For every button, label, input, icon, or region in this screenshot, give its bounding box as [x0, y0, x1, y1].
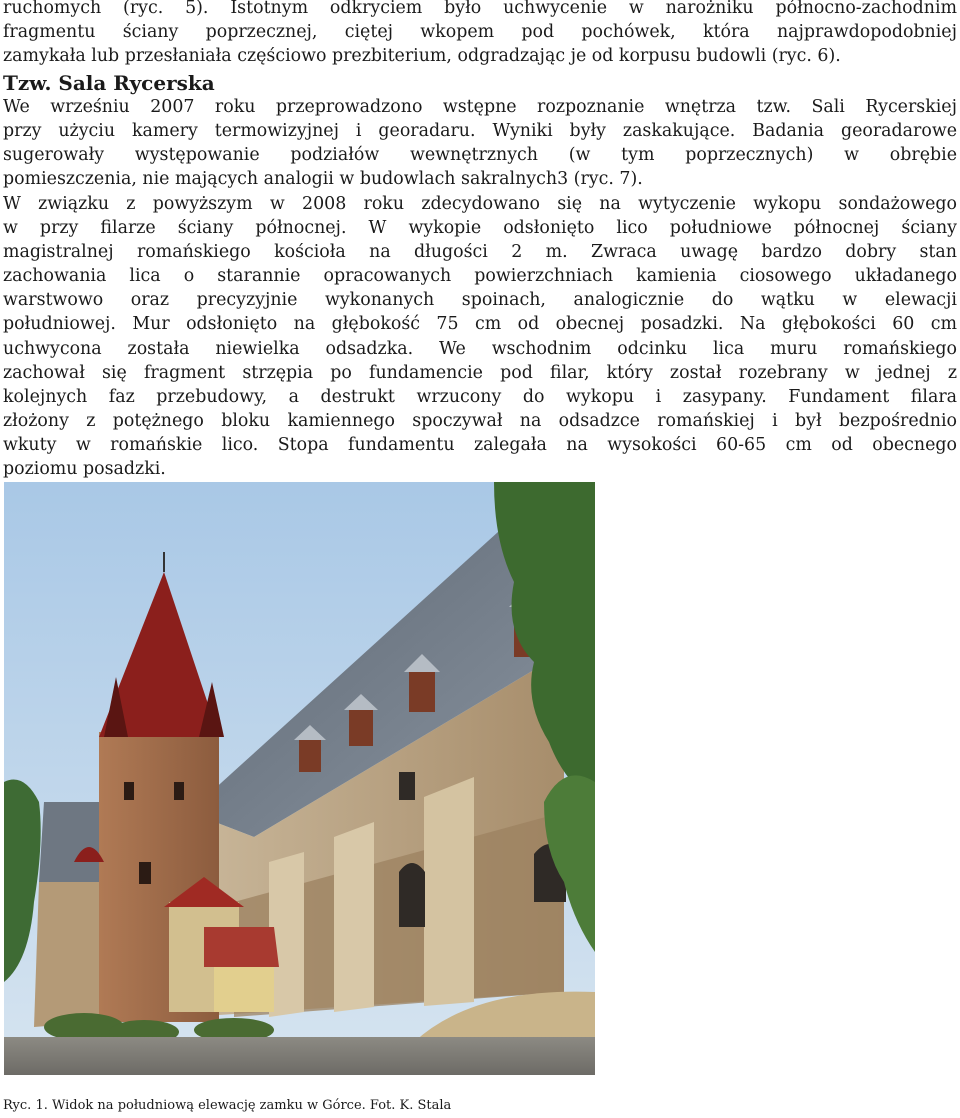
section-heading: Tzw. Sala Rycerska [3, 71, 215, 95]
paragraph-1-line: zamykała lub przesłaniała częściowo prezbiterium, odgradzając je od korpusu budowli (ryc. 6). [3, 46, 841, 67]
paragraph-3-line: W związku z powyższym w 2008 roku zdecydowano się na wytyczenie wykopu sondażowego [3, 194, 957, 214]
paragraph-3-line: warstwowo oraz precyzyjnie wykonanych spoinach, analogicznie do wątku w elewacji [3, 290, 957, 311]
paragraph-2-line: przy użyciu kamery termowizyjnej i georadaru. Wyniki były zaskakujące. Badania georadarowe [3, 121, 957, 142]
paragraph-2-line: We wrześniu 2007 roku przeprowadzono wstępne rozpoznanie wnętrza tzw. Sali Rycerskiej [3, 97, 957, 117]
figure-caption: Ryc. 1. Widok na południową elewację zamku w Górce. Fot. K. Stala [3, 1098, 452, 1113]
paragraph-1-line: fragmentu ściany poprzecznej, ciętej wkopem pod pochówek, która najprawdopodobniej [3, 22, 957, 43]
paragraph-3-line: poziomu posadzki. [3, 459, 166, 480]
paragraph-2-line: sugerowały występowanie podziałów wewnętrznych (w tym poprzecznych) w obrębie [3, 145, 957, 166]
paragraph-3-line: zachował się fragment strzępia po fundamencie pod filar, który został rozebrany w jednej z [3, 362, 957, 383]
castle-photo [4, 482, 595, 1075]
paragraph-1-line: ruchomych (ryc. 5). Istotnym odkryciem było uchwycenie w narożniku północno-zachodnim [3, 0, 957, 18]
paragraph-3-line: złożony z potężnego bloku kamiennego spoczywał na odsadzce romańskiej i był bezpośrednio [3, 410, 957, 431]
paragraph-3 [3, 192, 957, 481]
paragraph-3-line: kolejnych faz przebudowy, a destrukt wrzucony do wykopu i zasypany. Fundament filara [3, 386, 957, 407]
paragraph-1 [3, 0, 957, 68]
paragraph-3-line: magistralnej romańskiego kościoła na długości 2 m. Zwraca uwagę bardzo dobry stan [3, 242, 957, 263]
paragraph-2 [3, 95, 957, 191]
paragraph-3-line: zachowania lica o starannie opracowanych powierzchniach kamienia ciosowego układanego [3, 266, 957, 287]
paragraph-3-line: wkuty w romańskie lico. Stopa fundamentu zalegała na wysokości 60-65 cm od obecnego [3, 434, 957, 455]
paragraph-2-line: pomieszczenia, nie mających analogii w budowlach sakralnych3 (ryc. 7). [3, 169, 643, 190]
paragraph-3-line: uchwycona została niewielka odsadzka. We wschodnim odcinku lica muru romańskiego [3, 338, 957, 359]
paragraph-3-line: południowej. Mur odsłonięto na głębokość 75 cm od obecnej posadzki. Na głębokości 60 cm [3, 314, 957, 335]
paragraph-3-line: w przy filarze ściany północnej. W wykopie odsłonięto lico południowe północnej ściany [3, 218, 957, 239]
